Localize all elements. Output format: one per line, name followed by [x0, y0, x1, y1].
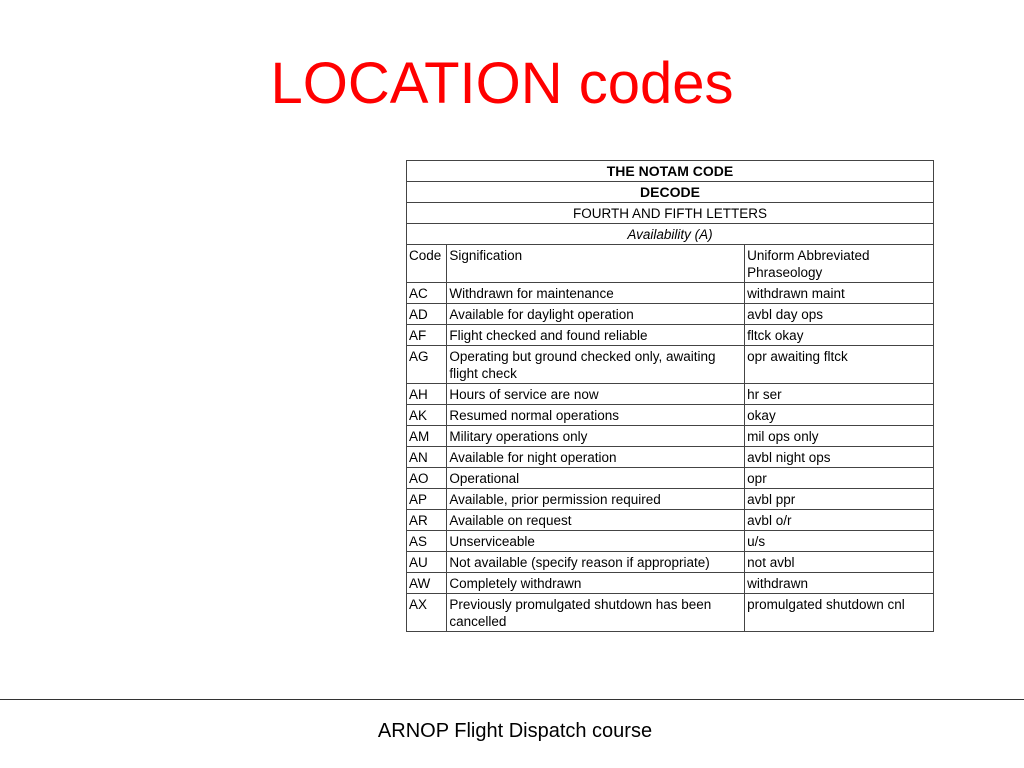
table-row	[407, 468, 934, 489]
cell-signification: Military operations only	[447, 426, 745, 447]
table-title: THE NOTAM CODE	[407, 161, 934, 182]
column-header-row	[407, 245, 934, 283]
cell-signification: Resumed normal operations	[447, 405, 745, 426]
cell-phraseology: avbl night ops	[745, 447, 934, 468]
cell-signification: Not available (specify reason if appropriate)	[447, 552, 745, 573]
table-row	[407, 594, 934, 632]
cell-signification: Flight checked and found reliable	[447, 325, 745, 346]
cell-phraseology: avbl day ops	[745, 304, 934, 325]
cell-code: AD	[407, 304, 447, 325]
cell-code: AC	[407, 283, 447, 304]
cell-code: AK	[407, 405, 447, 426]
table-row	[407, 283, 934, 304]
cell-signification: Operating but ground checked only, awaiting flight check	[447, 346, 745, 384]
cell-phraseology: mil ops only	[745, 426, 934, 447]
table-row	[407, 510, 934, 531]
cell-code: AM	[407, 426, 447, 447]
cell-signification: Available on request	[447, 510, 745, 531]
cell-phraseology: hr ser	[745, 384, 934, 405]
cell-signification: Withdrawn for maintenance	[447, 283, 745, 304]
cell-signification: Available for daylight operation	[447, 304, 745, 325]
cell-phraseology: fltck okay	[745, 325, 934, 346]
cell-code: AX	[407, 594, 447, 632]
cell-code: AO	[407, 468, 447, 489]
cell-code: AH	[407, 384, 447, 405]
table-row	[407, 489, 934, 510]
cell-signification: Previously promulgated shutdown has been cancelled	[447, 594, 745, 632]
cell-signification: Unserviceable	[447, 531, 745, 552]
cell-phraseology: avbl o/r	[745, 510, 934, 531]
cell-phraseology: withdrawn maint	[745, 283, 934, 304]
table-category-row	[407, 224, 934, 245]
table-row	[407, 552, 934, 573]
table-row	[407, 426, 934, 447]
table-row	[407, 384, 934, 405]
table-row	[407, 304, 934, 325]
table-subtitle-row	[407, 182, 934, 203]
cell-code: AP	[407, 489, 447, 510]
cell-phraseology: withdrawn	[745, 573, 934, 594]
cell-code: AW	[407, 573, 447, 594]
cell-phraseology: okay	[745, 405, 934, 426]
table-subtitle: DECODE	[407, 182, 934, 203]
notam-code-table	[406, 160, 934, 632]
table-row	[407, 447, 934, 468]
table-section: FOURTH AND FIFTH LETTERS	[407, 203, 934, 224]
cell-signification: Completely withdrawn	[447, 573, 745, 594]
cell-phraseology: not avbl	[745, 552, 934, 573]
cell-code: AF	[407, 325, 447, 346]
footer-text: ARNOP Flight Dispatch course	[377, 720, 653, 742]
cell-code: AN	[407, 447, 447, 468]
table-row	[407, 531, 934, 552]
column-header-signification: Signification	[447, 245, 745, 283]
slide-title: LOCATION codes	[270, 51, 734, 116]
cell-signification: Operational	[447, 468, 745, 489]
cell-signification: Available for night operation	[447, 447, 745, 468]
table-title-row	[407, 161, 934, 182]
table-row	[407, 405, 934, 426]
column-header-code: Code	[407, 245, 447, 283]
cell-phraseology: promulgated shutdown cnl	[745, 594, 934, 632]
table-row	[407, 325, 934, 346]
cell-phraseology: opr awaiting fltck	[745, 346, 934, 384]
footer-divider	[0, 699, 1024, 700]
cell-phraseology: opr	[745, 468, 934, 489]
cell-code: AU	[407, 552, 447, 573]
cell-code: AS	[407, 531, 447, 552]
cell-phraseology: avbl ppr	[745, 489, 934, 510]
cell-code: AR	[407, 510, 447, 531]
table-section-row	[407, 203, 934, 224]
cell-phraseology: u/s	[745, 531, 934, 552]
cell-signification: Hours of service are now	[447, 384, 745, 405]
table-category: Availability (A)	[407, 224, 934, 245]
table-row	[407, 573, 934, 594]
cell-signification: Available, prior permission required	[447, 489, 745, 510]
cell-code: AG	[407, 346, 447, 384]
table-row	[407, 346, 934, 384]
column-header-phraseology: Uniform Abbreviated Phraseology	[745, 245, 934, 283]
